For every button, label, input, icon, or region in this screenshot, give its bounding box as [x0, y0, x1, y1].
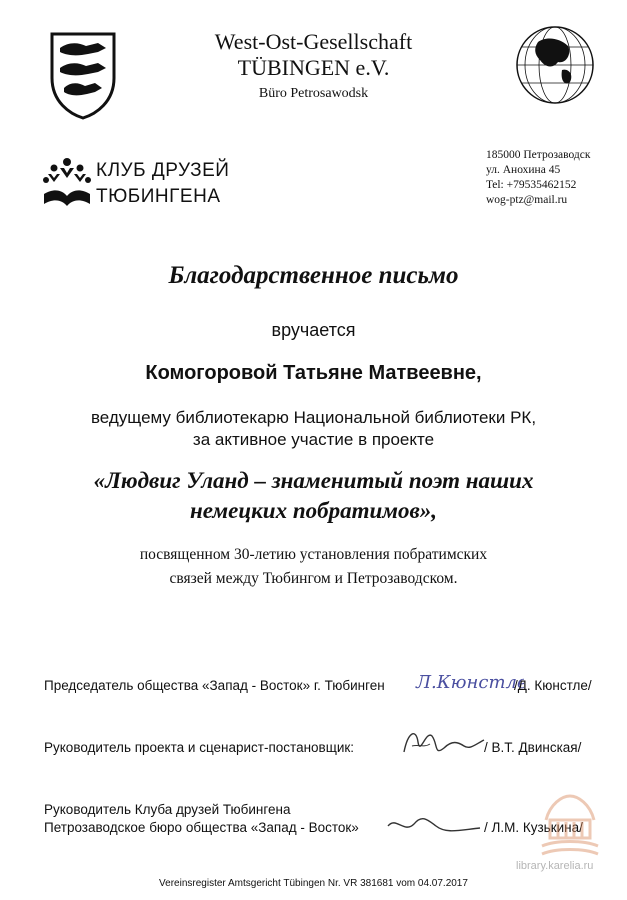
address-phone: Tel: +79535462152	[486, 179, 577, 191]
recipient-position: ведущему библиотекарю Национальной библиотеки РК,	[90, 408, 537, 427]
letter-title: Благодарственное письмо	[168, 262, 459, 289]
club-name-line1: КЛУБ ДРУЗЕЙ	[96, 160, 230, 181]
svg-text:Л.Кюнстле: Л.Кюнстле	[416, 672, 524, 693]
dedication-line2: связей между Тюбингом и Петрозаводском.	[169, 570, 458, 587]
chairman-role: Председатель общества «Запад - Восток» г. Тюбинген	[44, 678, 385, 693]
awarded-text: вручается	[271, 320, 356, 340]
director-role: Руководитель проекта и сценарист-постановщик:	[44, 740, 355, 755]
library-watermark-logo	[536, 790, 604, 860]
org-name-line2: TÜBINGEN e.V.	[237, 55, 390, 80]
address-email: wog-ptz@mail.ru	[486, 194, 568, 206]
address-street: ул. Анохина 45	[486, 164, 561, 176]
project-name-line1: «Людвиг Уланд – знаменитый поэт наших	[93, 468, 534, 493]
recipient-name: Комогоровой Татьяне Матвеевне,	[145, 362, 482, 384]
org-office: Büro Petrosawodsk	[258, 86, 369, 101]
club-head-name: / Л.М. Кузькина/	[484, 820, 583, 835]
dedication-line1: посвященном 30-летию установления побратимских	[139, 546, 488, 563]
globe-logo	[510, 20, 600, 110]
org-name-line1: West-Ost-Gesellschaft	[214, 29, 413, 54]
chairman-signature	[414, 666, 524, 701]
club-head-signature	[384, 806, 484, 845]
chairman-name: /Д. Кюнстле/	[514, 678, 592, 693]
project-name-line2: немецких побратимов»,	[189, 498, 438, 523]
participation-text: за активное участие в проекте	[192, 430, 435, 449]
club-head-role-line1: Руководитель Клуба друзей Тюбингена	[44, 802, 291, 817]
registry-footer: Vereinsregister Amtsgericht Tübingen Nr. VR 381681 vom 04.07.2017	[159, 878, 468, 889]
watermark-text: library.karelia.ru	[516, 860, 594, 872]
club-book-logo	[40, 152, 94, 214]
director-name: / В.Т. Двинская/	[484, 740, 582, 755]
coat-of-arms-logo	[48, 30, 118, 120]
address-block	[486, 148, 590, 208]
club-head-role-line2: Петрозаводское бюро общества «Запад - Восток»	[44, 820, 359, 835]
club-name-line2: ТЮБИНГЕНА	[96, 186, 221, 207]
address-postal: 185000 Петрозаводск	[486, 149, 591, 161]
director-signature	[398, 722, 488, 767]
